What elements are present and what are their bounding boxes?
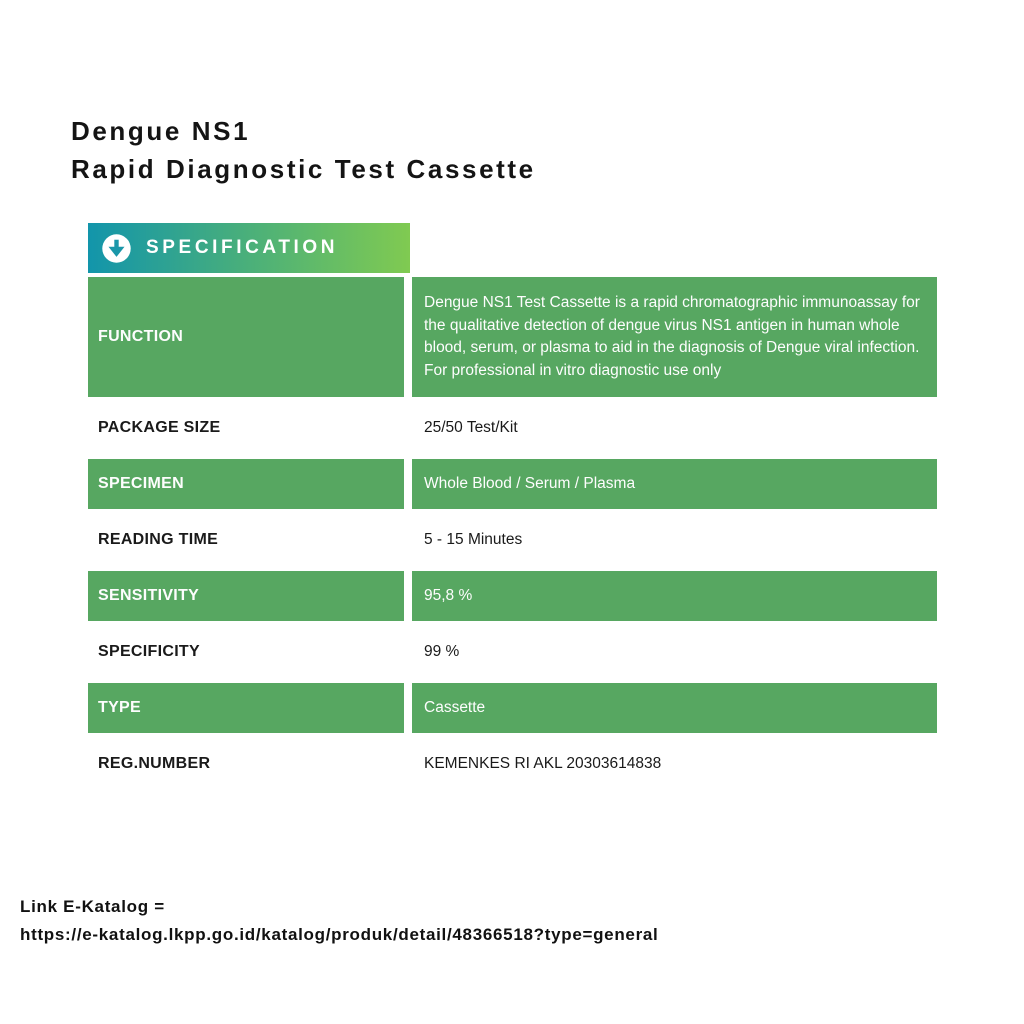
spec-row-value: 95,8 % [412, 571, 937, 621]
spec-row-specificity [88, 627, 937, 677]
spec-row-value: Cassette [412, 683, 937, 733]
spec-row-label: SPECIFICITY [98, 643, 200, 660]
spec-row-label: REG.NUMBER [98, 755, 211, 772]
spec-row-reading-time [88, 515, 937, 565]
specification-table [88, 223, 937, 795]
spec-row-label: TYPE [88, 683, 404, 733]
spec-row-function [88, 277, 937, 397]
spec-row-value: 25/50 Test/Kit [424, 418, 518, 436]
spec-row-value: 5 - 15 Minutes [424, 530, 523, 548]
spec-row-label: READING TIME [98, 531, 219, 548]
spec-row-reg-number [88, 739, 937, 789]
spec-row-sensitivity [88, 571, 937, 621]
spec-row-value: Whole Blood / Serum / Plasma [412, 459, 937, 509]
spec-row-value: Dengue NS1 Test Cassette is a rapid chromatographic immunoassay for the qualitative detection of dengue virus NS1 antigen in human whole blood, serum, or plasma to aid in the diagnosis of Dengue viral infection. For professional in vitro diagnostic use only [412, 277, 937, 397]
spec-row-specimen [88, 459, 937, 509]
spec-row-label: SENSITIVITY [88, 571, 404, 621]
e-katalog-link-label: Link E-Katalog = [20, 897, 165, 916]
page-title [71, 112, 536, 188]
specification-header [88, 223, 410, 273]
page-title-line1: Dengue NS1 [71, 116, 251, 146]
spec-row-type [88, 683, 937, 733]
specification-header-label: SPECIFICATION [146, 237, 339, 258]
e-katalog-url: https://e-katalog.lkpp.go.id/katalog/produk/detail/48366518?type=general [20, 925, 659, 944]
page-title-line2: Rapid Diagnostic Test Cassette [71, 154, 536, 184]
spec-row-label: FUNCTION [88, 277, 404, 397]
spec-row-label: SPECIMEN [88, 459, 404, 509]
spec-row-label: PACKAGE SIZE [98, 419, 221, 436]
footer-link-block [20, 893, 658, 949]
arrow-down-circle-icon [101, 233, 132, 264]
spec-row-value: KEMENKES RI AKL 20303614838 [424, 754, 662, 772]
spec-row-package-size [88, 403, 937, 453]
spec-row-value: 99 % [424, 642, 460, 660]
